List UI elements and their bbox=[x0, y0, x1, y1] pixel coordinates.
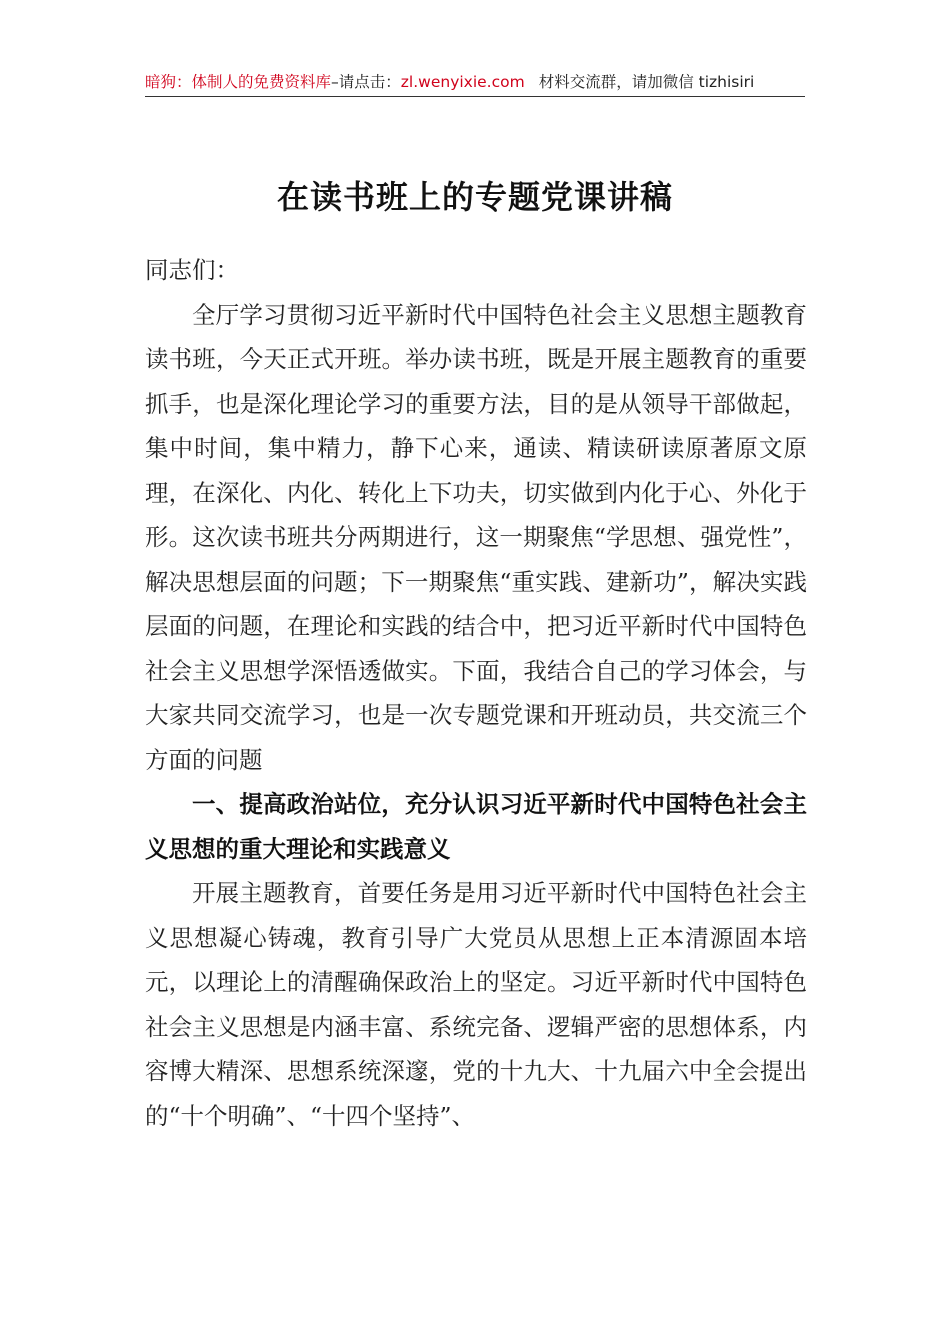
click-prompt: –请点击： bbox=[331, 73, 401, 91]
site-label: 暗狗：体制人的免费资料库 bbox=[145, 73, 332, 91]
body-paragraph: 全厅学习贯彻习近平新时代中国特色社会主义思想主题教育读书班，今天正式开班。举办读书班，既是开展主题教育的重要抓手，也是深化理论学习的重要方法，目的是从领导干部做起，集中时间，集中精力，静下心来，通读、精读研读原著原文原理，在深化、内化、转化上下功夫，切实做到内化于心、外化于形。这次读书班共分两期进行，这一期聚焦“学思想、强党性”，解决思想层面的问题；下一期聚焦“重实践、建新功”，解决实践层面的问题，在理论和实践的结合中，把习近平新时代中国特色社会主义思想学深悟透做实。下面，我结合自己的学习体会，与大家共同交流学习，也是一次专题党课和开班动员，共交流三个方面的问题 bbox=[145, 300, 807, 774]
header-divider bbox=[145, 96, 805, 97]
wechat-note: 材料交流群，请加微信 tizhisiri bbox=[538, 73, 755, 91]
section-heading: 一、提高政治站位，充分认识习近平新时代中国特色社会主义思想的重大理论和实践意义 bbox=[145, 790, 807, 863]
section-paragraph: 开展主题教育，首要任务是用习近平新时代中国特色社会主义思想凝心铸魂，教育引导广大党员从思想上正本清源固本培元，以理论上的清醒确保政治上的坚定。习近平新时代中国特色社会主义思想是内涵丰富、系统完备、逻辑严密的思想体系，内容博大精深、思想系统深邃，党的十九大、十九届六中全会提出的“十个明确”、“十四个坚持”、 bbox=[145, 879, 807, 1130]
salutation: 同志们： bbox=[145, 256, 239, 284]
page-header bbox=[145, 70, 805, 94]
document-body bbox=[145, 248, 807, 1138]
site-url-link[interactable]: zl.wenyixie.com bbox=[400, 73, 525, 91]
document-title: 在读书班上的专题党课讲稿 bbox=[276, 178, 673, 216]
